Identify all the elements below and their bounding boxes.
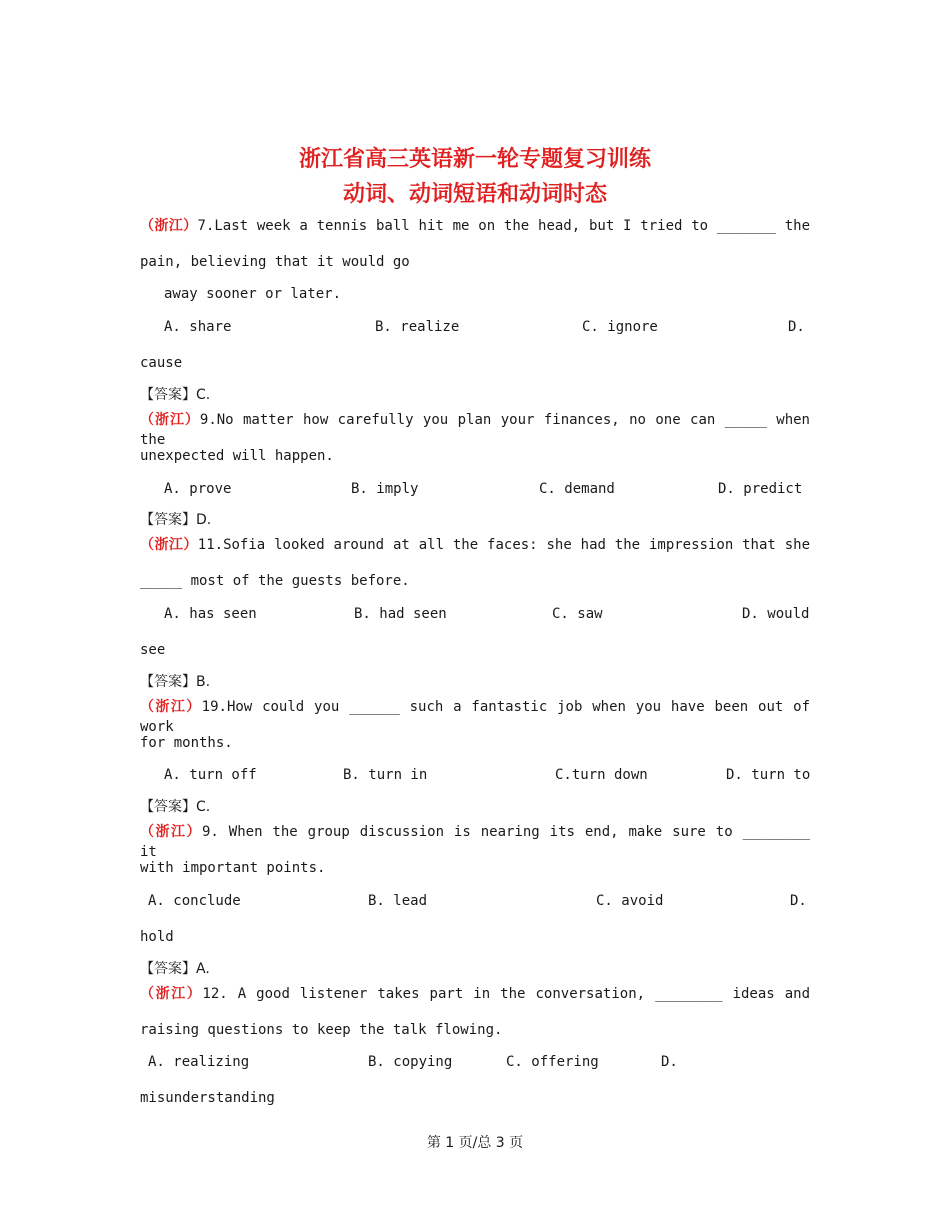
- option-d: D.: [790, 893, 807, 909]
- answer-key: 【答案】D.: [140, 512, 212, 528]
- option-a: A. has seen: [164, 606, 257, 622]
- option-b: B. realize: [375, 319, 460, 335]
- option-a: A. conclude: [148, 893, 241, 909]
- option-c: C.turn down: [555, 767, 648, 783]
- question-stem: （浙江）7.Last week a tennis ball hit me on the head, but I tried to _______ the: [140, 218, 810, 234]
- option-d-text: hold: [140, 929, 174, 945]
- option-a: A. prove: [164, 481, 232, 497]
- question-source: （浙江）: [140, 824, 202, 840]
- question-stem: （浙江）9.No matter how carefully you plan your finances, no one can _____ when the: [140, 412, 810, 448]
- option-d: D. would: [742, 606, 810, 622]
- document-title: 浙江省高三英语新一轮专题复习训练: [298, 147, 651, 172]
- option-b: B. copying: [368, 1054, 453, 1070]
- option-b: B. turn in: [343, 767, 428, 783]
- option-a: A. realizing: [148, 1054, 250, 1070]
- option-d: D. turn to: [726, 767, 811, 783]
- option-c: C. demand: [539, 481, 615, 497]
- option-d-text: cause: [140, 355, 183, 371]
- option-d-text: misunderstanding: [140, 1090, 275, 1106]
- answer-key: 【答案】C.: [140, 387, 211, 403]
- option-b: B. had seen: [354, 606, 447, 622]
- question-stem-continued: _____ most of the guests before.: [140, 573, 410, 589]
- question-stem-continued: unexpected will happen.: [140, 448, 334, 464]
- option-a: A. share: [164, 319, 232, 335]
- option-b: B. lead: [368, 893, 428, 909]
- question-source: （浙江）: [140, 412, 200, 428]
- question-source: （浙江）: [140, 699, 202, 715]
- question-stem: （浙江）12. A good listener takes part in the conversation, ________ ideas and: [140, 986, 811, 1002]
- answer-key: 【答案】A.: [140, 961, 210, 977]
- answer-key: 【答案】B.: [140, 674, 211, 690]
- option-b: B. imply: [351, 481, 419, 497]
- question-stem: （浙江）11.Sofia looked around at all the faces: she had the impression that she: [140, 537, 810, 553]
- answer-key: 【答案】C.: [140, 799, 211, 815]
- option-c: C. avoid: [596, 893, 664, 909]
- question-source: （浙江）: [140, 986, 203, 1002]
- question-source: （浙江）: [140, 218, 198, 234]
- question-stem-continued: away sooner or later.: [164, 286, 342, 302]
- question-stem: （浙江）19.How could you ______ such a fantastic job when you have been out of work: [140, 699, 811, 735]
- option-d: D.: [788, 319, 805, 335]
- option-c: C. offering: [506, 1054, 599, 1070]
- page-indicator: 第 1 页/总 3 页: [426, 1135, 524, 1151]
- question-source: （浙江）: [140, 537, 198, 553]
- option-a: A. turn off: [164, 767, 257, 783]
- question-stem-continued: for months.: [140, 735, 233, 751]
- question-stem-continued: raising questions to keep the talk flowing.: [140, 1022, 503, 1038]
- question-stem: （浙江）9. When the group discussion is nearing its end, make sure to ________ it: [140, 824, 810, 860]
- question-stem-continued: with important points.: [140, 860, 326, 876]
- option-d: D.: [661, 1054, 678, 1070]
- option-c: C. saw: [552, 606, 603, 622]
- option-c: C. ignore: [582, 319, 658, 335]
- option-d: D. predict: [718, 481, 803, 497]
- document-subtitle: 动词、动词短语和动词时态: [342, 182, 607, 207]
- question-stem-continued: pain, believing that it would go: [140, 254, 410, 270]
- option-d-text: see: [140, 642, 166, 658]
